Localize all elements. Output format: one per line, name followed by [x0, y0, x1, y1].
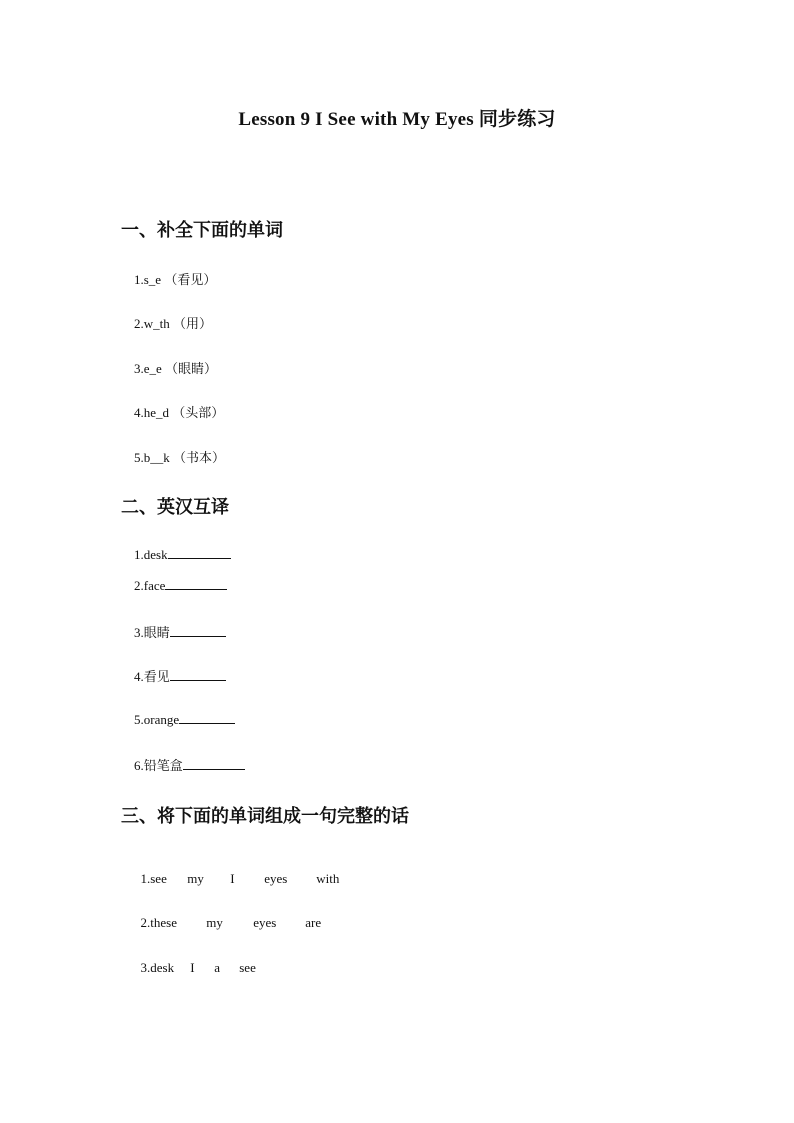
word: see [239, 960, 256, 975]
section-1-heading: 一、补全下面的单词 [121, 220, 283, 241]
translate-word: 1.desk [134, 547, 168, 562]
fill-word-item-4: 4.he_d （头部） [134, 405, 225, 420]
word: I [230, 871, 235, 886]
fill-word-item-3: 3.e_e （眼睛） [134, 361, 218, 376]
section-3-heading: 三、将下面的单词组成一句完整的话 [121, 806, 409, 827]
sentence-item-3 [134, 944, 256, 976]
word: are [305, 915, 322, 930]
answer-blank [168, 546, 231, 559]
translate-item-5 [134, 711, 235, 728]
translate-word: 3.眼睛 [134, 625, 170, 640]
word: with [316, 871, 340, 886]
sentence-item-2 [134, 899, 321, 931]
translate-word: 2.face [134, 578, 166, 593]
word: see [150, 871, 167, 886]
answer-blank [183, 757, 245, 770]
word: a [214, 960, 221, 975]
answer-blank [170, 624, 226, 637]
fill-word-item-5: 5.b__k （书本） [134, 450, 226, 465]
answer-blank [179, 711, 235, 724]
fill-word-item-1: 1.s_e （看见） [134, 272, 217, 287]
answer-blank [165, 577, 227, 590]
item-number: 1. [140, 871, 151, 886]
word: my [206, 915, 223, 930]
translate-word: 5.orange [134, 712, 180, 727]
translate-item-4 [134, 666, 226, 685]
sentence-item-1 [134, 855, 339, 887]
worksheet-title: Lesson 9 I See with My Eyes 同步练习 [238, 109, 556, 130]
translate-item-6 [134, 755, 245, 774]
translate-item-2 [134, 577, 227, 594]
translate-item-3 [134, 622, 226, 641]
word: eyes [253, 915, 277, 930]
word: desk [150, 960, 175, 975]
word: these [150, 915, 177, 930]
item-number: 3. [140, 960, 151, 975]
word: eyes [264, 871, 288, 886]
answer-blank [170, 668, 226, 681]
section-2-heading: 二、英汉互译 [121, 497, 229, 518]
word: I [190, 960, 195, 975]
translate-item-1 [134, 546, 231, 563]
translate-word: 6.铅笔盒 [134, 758, 183, 773]
fill-word-item-2: 2.w_th （用） [134, 316, 213, 331]
item-number: 2. [140, 915, 151, 930]
translate-word: 4.看见 [134, 669, 170, 684]
word: my [187, 871, 204, 886]
